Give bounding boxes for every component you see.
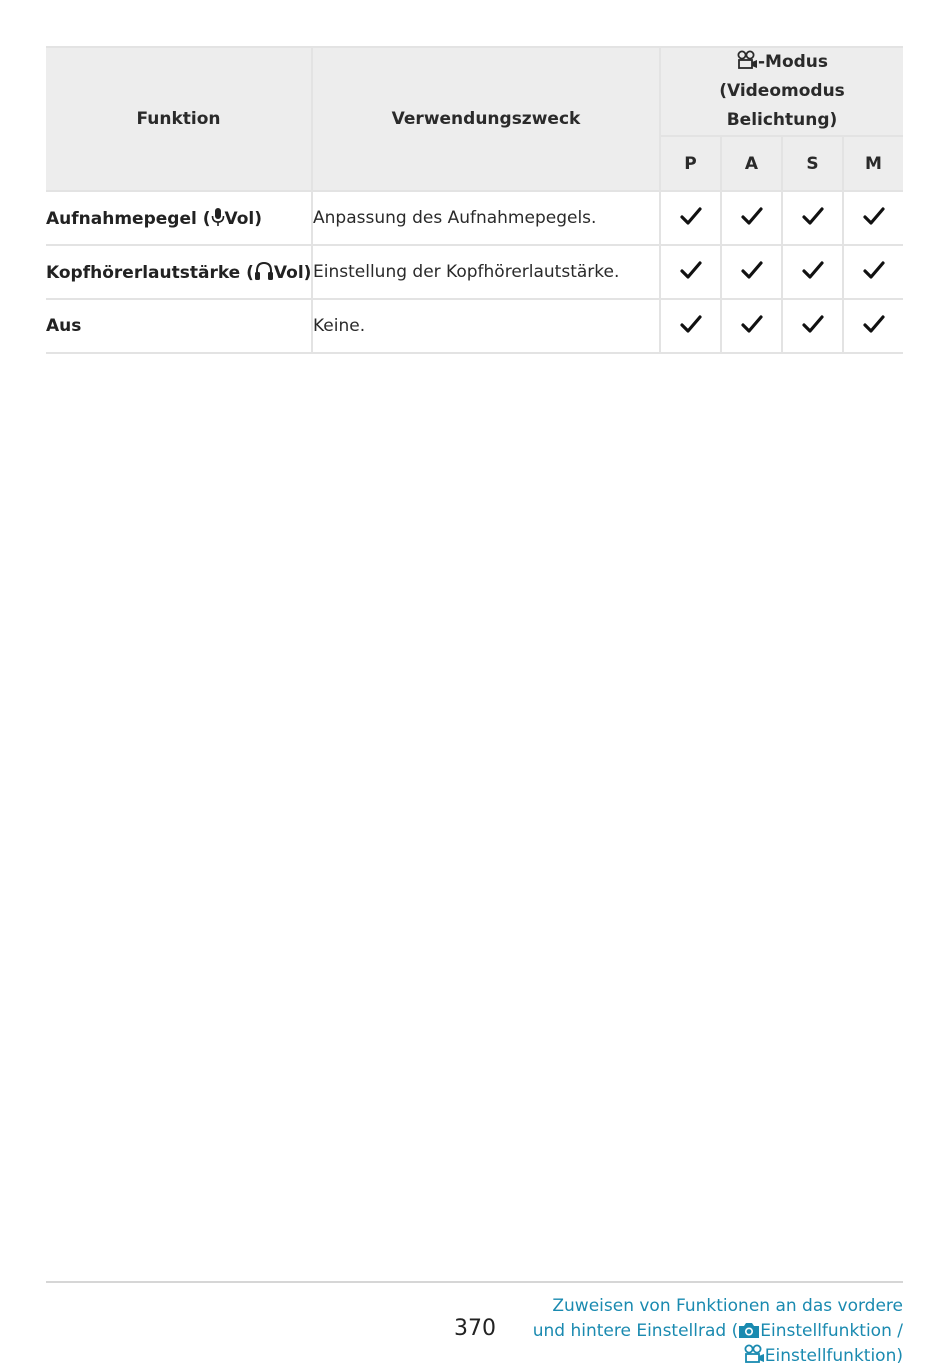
purpose-cell: Einstellung der Kopfhörerlautstärke. <box>312 245 660 299</box>
check-cell <box>660 191 721 245</box>
check-cell <box>843 299 903 353</box>
check-cell <box>721 299 782 353</box>
check-cell <box>660 299 721 353</box>
function-label: Kopfhörerlautstärke ( <box>46 263 254 283</box>
movie-camera-icon <box>736 50 758 70</box>
check-cell <box>843 245 903 299</box>
link-line-1[interactable]: Zuweisen von Funktionen an das vordere <box>552 1296 903 1316</box>
checkmark-icon <box>863 260 885 280</box>
function-label: Aufnahmepegel ( <box>46 209 211 229</box>
movie-camera-icon <box>743 1344 765 1364</box>
page-number: 370 <box>454 1316 496 1341</box>
function-cell: Aus <box>46 299 312 353</box>
header-mode-m: M <box>843 136 903 191</box>
table-row <box>46 245 903 299</box>
checkmark-icon <box>802 206 824 226</box>
camera-icon <box>738 1321 760 1339</box>
modus-subtitle: (Videomodus Belichtung) <box>719 81 845 130</box>
checkmark-icon <box>863 206 885 226</box>
function-suffix: Vol) <box>273 263 312 283</box>
function-table <box>46 46 903 354</box>
check-cell <box>721 245 782 299</box>
header-mode-p: P <box>660 136 721 191</box>
check-cell <box>660 245 721 299</box>
microphone-icon <box>211 207 225 227</box>
header-mode-a: A <box>721 136 782 191</box>
checkmark-icon <box>741 206 763 226</box>
check-cell <box>721 191 782 245</box>
headphones-icon <box>254 261 274 281</box>
checkmark-icon <box>802 314 824 334</box>
header-verwendungszweck: Verwendungszweck <box>312 47 660 191</box>
purpose-cell: Anpassung des Aufnahmepegels. <box>312 191 660 245</box>
checkmark-icon <box>680 314 702 334</box>
footer-cross-reference-link[interactable] <box>523 1294 903 1369</box>
header-funktion: Funktion <box>46 47 312 191</box>
header-modus-group <box>660 47 903 136</box>
checkmark-icon <box>863 314 885 334</box>
checkmark-icon <box>741 314 763 334</box>
modus-title: -Modus <box>757 52 829 72</box>
function-cell <box>46 191 312 245</box>
function-cell <box>46 245 312 299</box>
table-row <box>46 299 903 353</box>
footer-divider <box>46 1281 903 1283</box>
check-cell <box>843 191 903 245</box>
check-cell <box>782 299 843 353</box>
checkmark-icon <box>741 260 763 280</box>
checkmark-icon <box>680 206 702 226</box>
link-text[interactable]: Einstellfunktion / <box>760 1321 903 1341</box>
header-mode-s: S <box>782 136 843 191</box>
link-text[interactable]: Einstellfunktion) <box>764 1346 903 1366</box>
table-row <box>46 191 903 245</box>
check-cell <box>782 191 843 245</box>
function-suffix: Vol) <box>224 209 263 229</box>
check-cell <box>782 245 843 299</box>
link-text[interactable]: und hintere Einstellrad ( <box>532 1321 739 1341</box>
checkmark-icon <box>680 260 702 280</box>
link-line-3[interactable] <box>523 1344 903 1369</box>
checkmark-icon <box>802 260 824 280</box>
purpose-cell: Keine. <box>312 299 660 353</box>
link-line-2[interactable] <box>523 1319 903 1344</box>
